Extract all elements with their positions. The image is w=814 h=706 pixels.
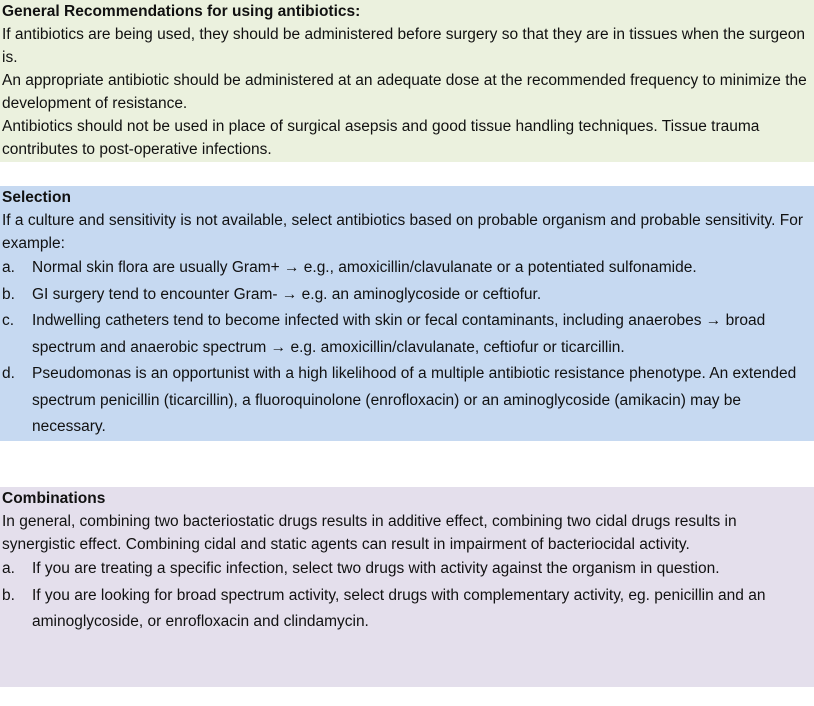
list-item-text: Indwelling catheters tend to become infected with skin or fecal contaminants, including anaerobes → broad spectrum and anaerobic spectrum → e.g. amoxicillin/clavulanate, ceftiofur or ticarcillin. bbox=[32, 312, 766, 356]
combinations-intro: In general, combining two bacteriostatic drugs results in additive effect, combining two cidal drugs results in synergistic effect. Combining cidal and static agents can result in impairment of bacteriocidal activity. bbox=[2, 513, 737, 553]
list-item-text: Normal skin flora are usually Gram+ → e.g., amoxicillin/clavulanate or a potentiated sulfonamide. bbox=[32, 259, 697, 276]
general-paragraph: If antibiotics are being used, they should be administered before surgery so that they are in tissues when the surgeon is. bbox=[2, 26, 806, 66]
selection-section bbox=[0, 186, 814, 441]
selection-intro: If a culture and sensitivity is not available, select antibiotics based on probable organism and probable sensitivity. For example: bbox=[2, 212, 803, 252]
list-item-label: b. bbox=[2, 285, 15, 303]
list-item-text: If you are treating a specific infection, select two drugs with activity against the organism in question. bbox=[32, 560, 720, 577]
general-paragraph: An appropriate antibiotic should be administered at an adequate dose at the recommended frequency to minimize the development of resistance. bbox=[2, 72, 807, 112]
general-recommendations-section bbox=[0, 0, 814, 162]
general-paragraph: Antibiotics should not be used in place of surgical asepsis and good tissue handling techniques. Tissue trauma contributes to post-operative infections. bbox=[2, 118, 760, 158]
list-item bbox=[2, 282, 812, 309]
list-item-text: Pseudomonas is an opportunist with a high likelihood of a multiple antibiotic resistance phenotype. An extended spectrum penicillin (ticarcillin), a fluoroquinolone (enrofloxacin) or an aminoglycoside (amikacin) may be necessary. bbox=[32, 365, 797, 435]
list-item-label: a. bbox=[2, 560, 15, 577]
list-item-text: GI surgery tend to encounter Gram- → e.g. an aminoglycoside or ceftiofur. bbox=[32, 285, 542, 303]
list-item bbox=[2, 308, 812, 361]
selection-list bbox=[2, 255, 812, 441]
combinations-section bbox=[0, 487, 814, 687]
list-item bbox=[2, 361, 812, 441]
list-item bbox=[2, 583, 812, 636]
list-item bbox=[2, 556, 812, 583]
list-item bbox=[2, 255, 812, 282]
list-item-label: a. bbox=[2, 259, 15, 276]
list-item-text: If you are looking for broad spectrum activity, select drugs with complementary activity, eg. penicillin and an aminoglycoside, or enrofloxacin and clindamycin. bbox=[32, 586, 766, 630]
list-item-label: c. bbox=[2, 312, 15, 329]
general-recommendations-heading: General Recommendations for using antibiotics: bbox=[2, 3, 361, 20]
combinations-list bbox=[2, 556, 812, 636]
list-item-label: d. bbox=[2, 365, 15, 382]
selection-heading: Selection bbox=[2, 189, 71, 206]
list-item-label: b. bbox=[2, 586, 15, 604]
combinations-heading: Combinations bbox=[2, 490, 106, 507]
